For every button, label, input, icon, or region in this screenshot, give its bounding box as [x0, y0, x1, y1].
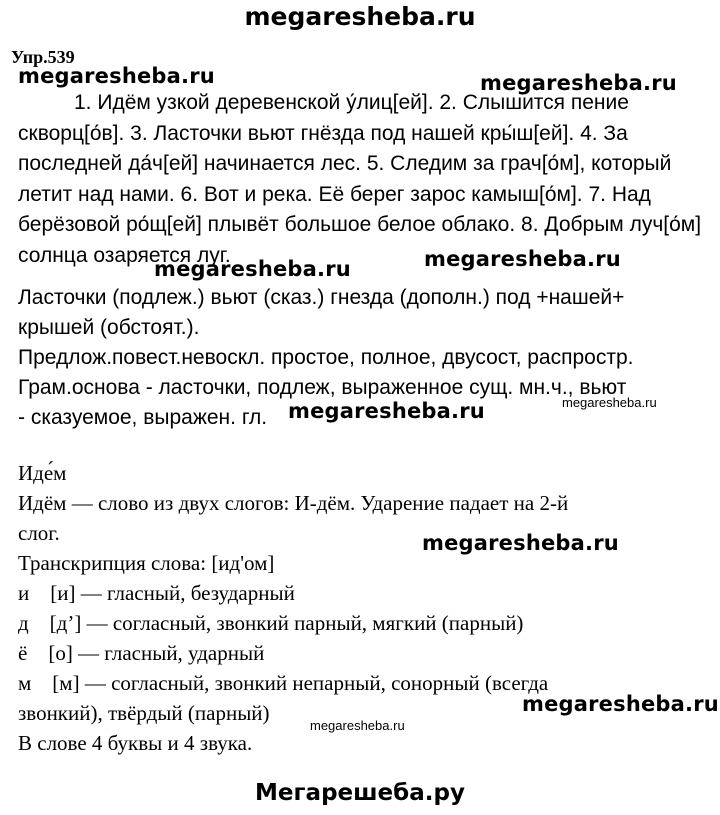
site-footer: Мегарешеба.ру	[255, 780, 465, 806]
phonetic-sound-line: звонкий), твёрдый (парный)	[18, 701, 270, 725]
phonetic-sound-line: м [м] — согласный, звонкий непарный, сонорный (всегда	[18, 671, 549, 695]
task-line: 1. Идём узкой деревенской у́лиц[ей]. 2. Слышится пение	[74, 91, 629, 114]
phonetic-transcription: Транскрипция слова: [ид'ом]	[18, 551, 275, 575]
phonetic-sound-line: д [д’] — согласный, звонкий парный, мягкий (парный)	[18, 611, 524, 635]
watermark: megaresheba.ru	[154, 257, 351, 281]
parse-line: Грам.основа - ласточки, подлеж, выраженное сущ. мн.ч., вьют	[18, 376, 627, 399]
phonetic-syllables: Идём — слово из двух слогов: И-дём. Ударение падает на 2-й	[18, 491, 569, 515]
phonetic-word: Иде́м	[18, 461, 67, 485]
sentence-parse	[18, 283, 710, 433]
parse-line: - сказуемое, выражен. гл.	[18, 406, 268, 429]
site-header: megaresheba.ru	[244, 2, 476, 31]
watermark: megaresheba.ru	[422, 531, 619, 555]
task-text	[18, 88, 708, 271]
phonetic-analysis	[18, 458, 710, 758]
phonetic-sound-line: ё [о] — гласный, ударный	[18, 641, 265, 665]
task-line: солнца озаряется луг.	[18, 243, 231, 267]
watermark: megaresheba.ru	[424, 247, 621, 271]
watermark: megaresheba.ru	[480, 71, 677, 95]
parse-line: Предлож.повест.невоскл. простое, полное, двусост, распростр.	[18, 346, 634, 369]
phonetic-syllables-cont: слог.	[18, 521, 60, 545]
task-line: летит над нами. 6. Вот и река. Её берег зарос камыш[о́м]. 7. Над	[18, 182, 651, 206]
watermark-small: megaresheba.ru	[310, 718, 405, 733]
task-line: последней да́ч[ей] начинается лес. 5. Следим за грач[о́м], который	[18, 152, 672, 175]
phonetic-summary: В слове 4 буквы и 4 звука.	[18, 731, 253, 755]
watermark: megaresheba.ru	[522, 692, 719, 716]
watermark: megaresheba.ru	[288, 399, 485, 423]
task-line: берёзовой ро́щ[ей] плывёт большое белое облако. 8. Добрым луч[о́м]	[18, 213, 702, 236]
exercise-number: Упр.539	[11, 47, 75, 67]
watermark-small: megaresheba.ru	[562, 395, 657, 410]
watermark: megaresheba.ru	[18, 64, 215, 88]
phonetic-sound-line: и [и] — гласный, безударный	[18, 581, 295, 605]
parse-line: Ласточки (подлеж.) вьют (сказ.) гнезда (дополн.) под +нашей+	[18, 286, 625, 309]
task-line: скворц[о́в]. 3. Ласточки вьют гнёзда под нашей кры́ш[ей]. 4. За	[18, 121, 628, 145]
parse-line: крышей (обстоят.).	[18, 316, 200, 339]
